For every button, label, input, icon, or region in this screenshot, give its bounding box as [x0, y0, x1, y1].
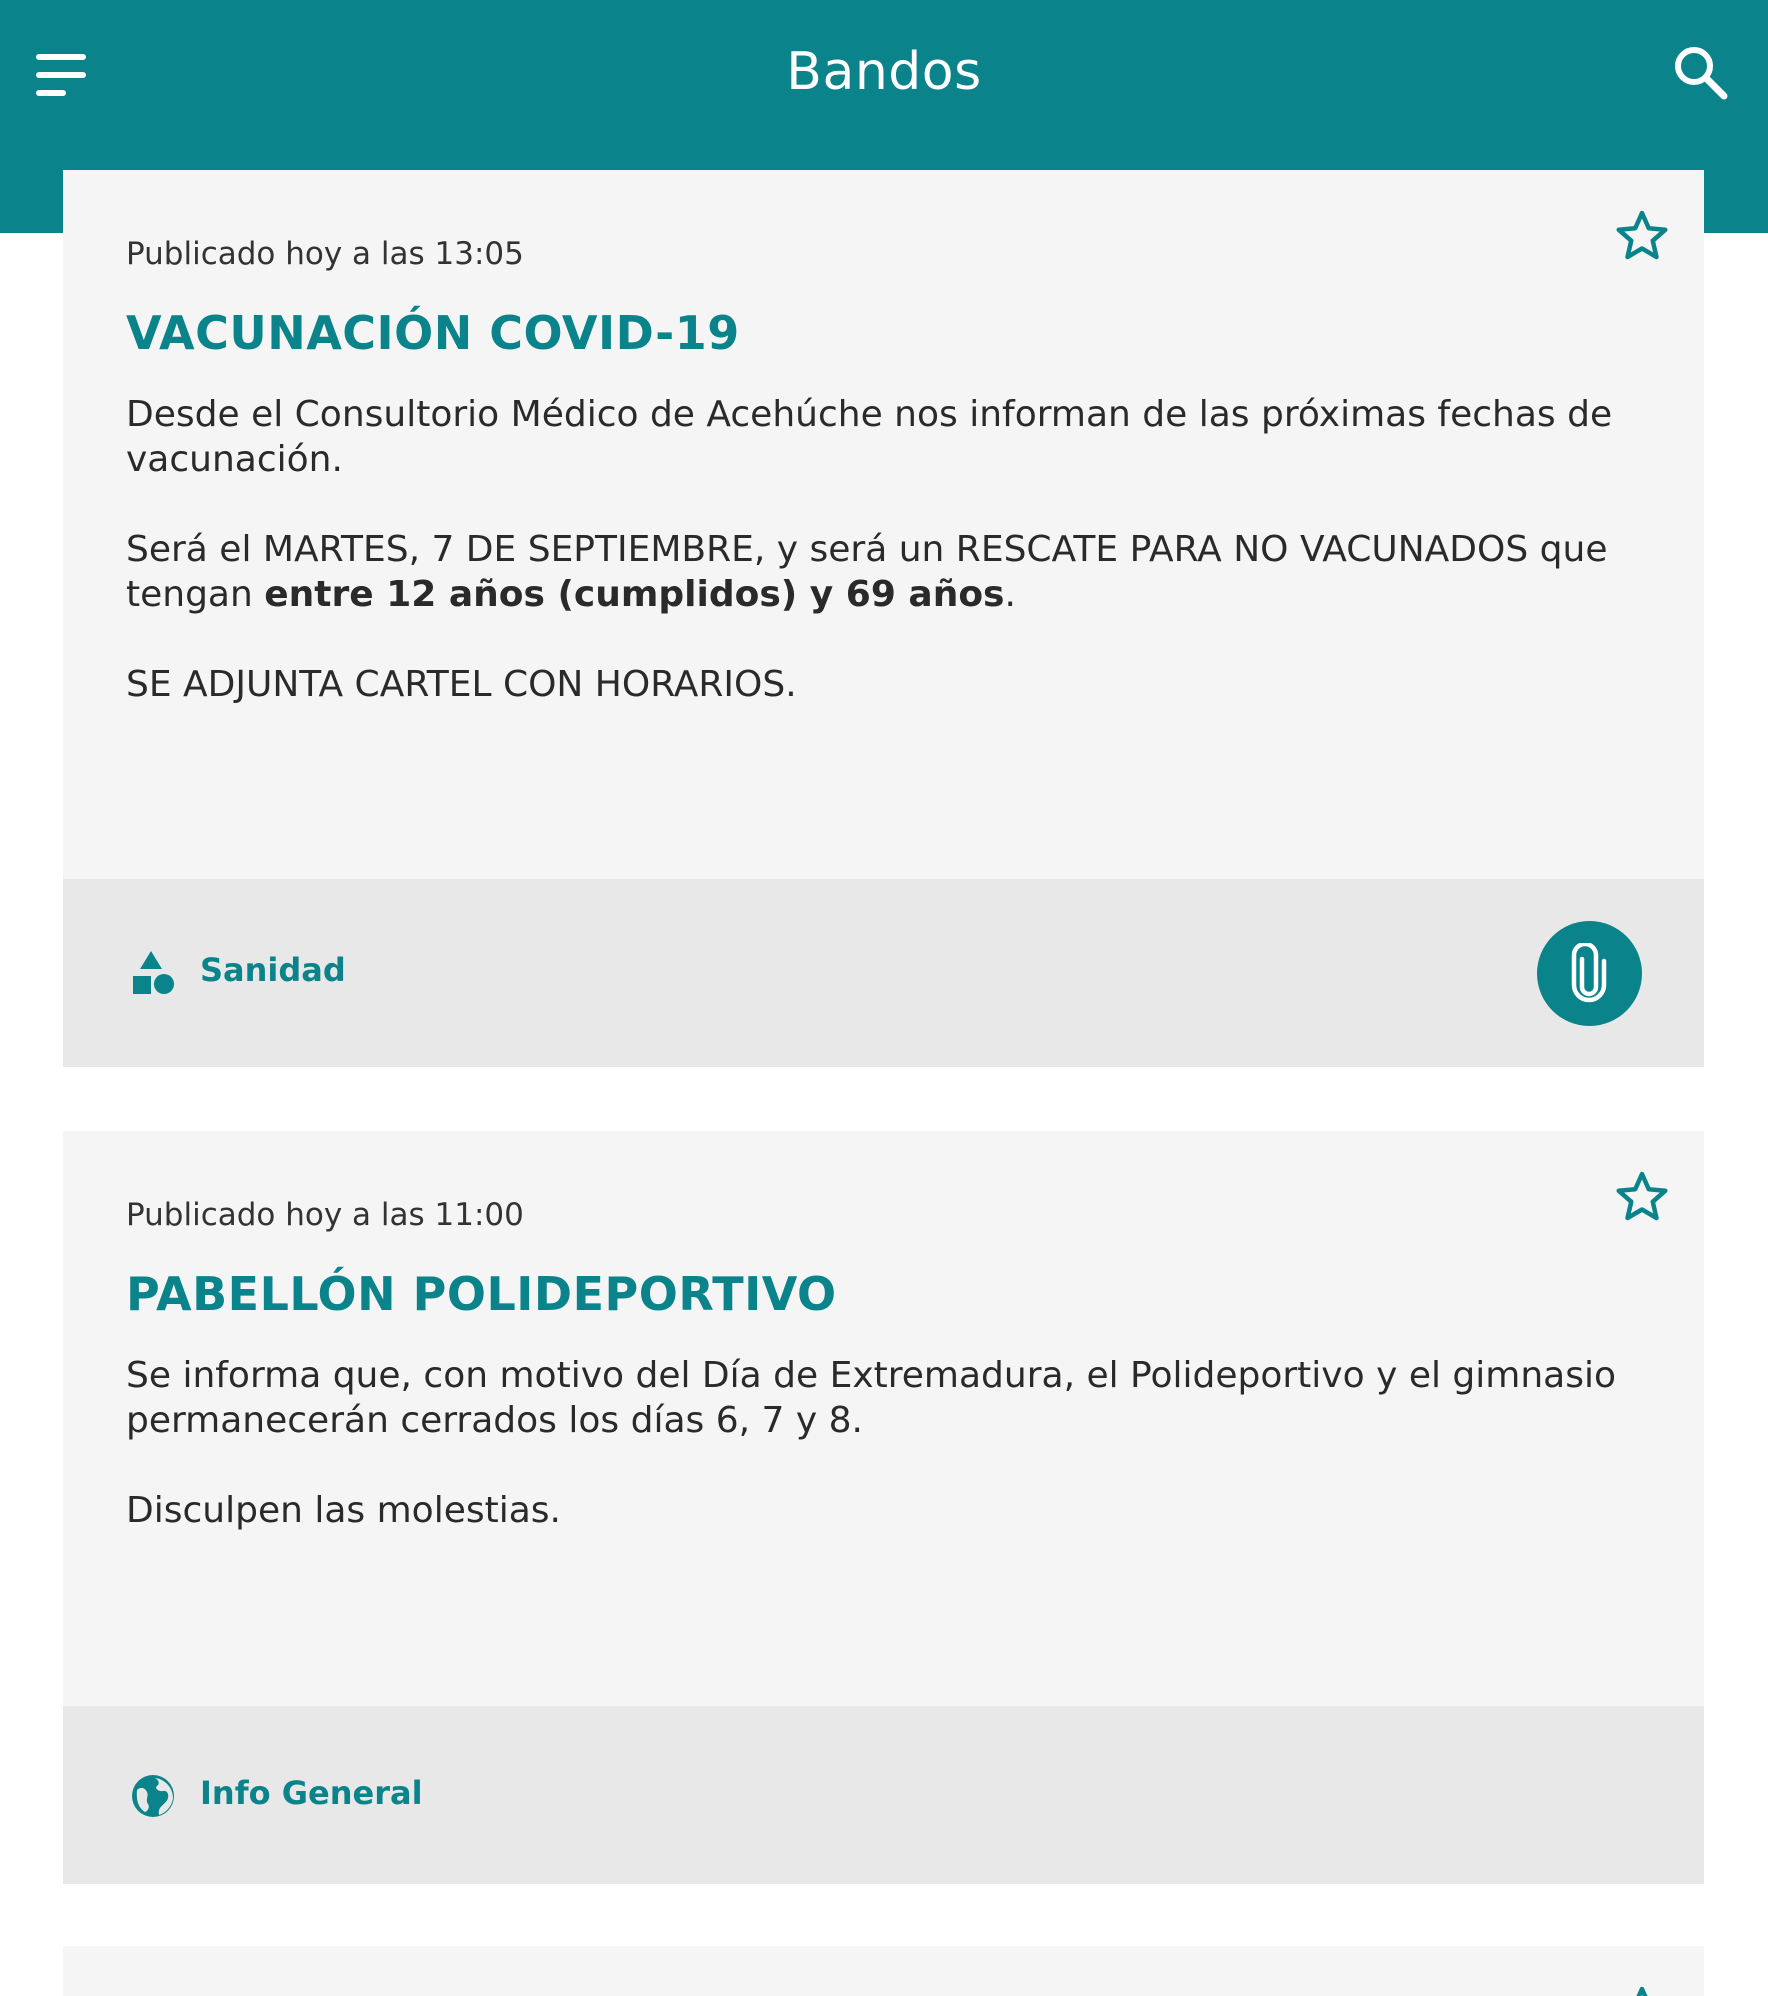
- post-title[interactable]: PABELLÓN POLIDEPORTIVO: [126, 1267, 837, 1321]
- post-body: [126, 1353, 1666, 1578]
- search-button[interactable]: [1670, 42, 1740, 112]
- star-icon: [1612, 1167, 1672, 1227]
- post-paragraph: Se informa que, con motivo del Día de Extremadura, el Polideportivo y el gimnasio permanecerán cerrados los días 6, 7 y 8.: [126, 1355, 1616, 1441]
- post-paragraph: [126, 527, 1666, 617]
- page-title: Bandos: [786, 42, 982, 102]
- post-bold-text: entre 12 años (cumplidos) y 69 años: [264, 574, 1005, 615]
- globe-icon: [129, 1772, 177, 1820]
- post-footer: [63, 1706, 1704, 1884]
- post-paragraph: Disculpen las molestias.: [126, 1490, 561, 1531]
- post-paragraph: SE ADJUNTA CARTEL CON HORARIOS.: [126, 664, 797, 705]
- favorite-button[interactable]: [1612, 1167, 1672, 1227]
- post-title[interactable]: VACUNACIÓN COVID-19: [126, 306, 740, 360]
- post-card[interactable]: [63, 1946, 1704, 1996]
- star-icon: [1612, 206, 1672, 266]
- favorite-button[interactable]: [1612, 1982, 1672, 1996]
- category-label[interactable]: Sanidad: [200, 951, 346, 989]
- post-body: [126, 392, 1666, 752]
- post-text: .: [1004, 574, 1016, 615]
- post-card[interactable]: [63, 1131, 1704, 1884]
- shapes-icon: [129, 949, 177, 997]
- paperclip-icon: [1563, 943, 1615, 1003]
- post-card[interactable]: [63, 170, 1704, 1067]
- post-paragraph: Desde el Consultorio Médico de Acehúche nos informan de las próximas fechas de vacunación.: [126, 394, 1613, 480]
- post-text: Será el MARTES, 7 DE SEPTIEMBRE, y será un RESCATE PARA NO VACUNADOS que tengan: [126, 529, 1608, 615]
- star-icon: [1612, 1982, 1672, 1996]
- published-date: Publicado hoy a las 11:00: [126, 1197, 524, 1233]
- favorite-button[interactable]: [1612, 206, 1672, 266]
- category-label[interactable]: Info General: [200, 1774, 423, 1812]
- published-date: Publicado hoy a las 13:05: [126, 236, 524, 272]
- search-icon: [1670, 42, 1730, 102]
- post-footer: [63, 879, 1704, 1067]
- attachment-button[interactable]: [1537, 921, 1642, 1026]
